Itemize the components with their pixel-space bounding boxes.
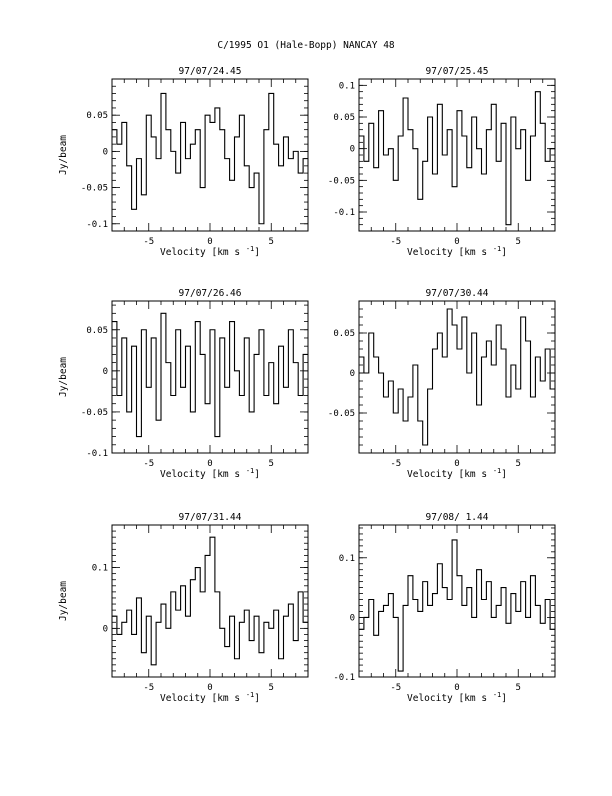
x-tick-label: 5 xyxy=(268,683,274,693)
panel-title: 97/08/ 1.44 xyxy=(425,512,489,523)
panel-4 xyxy=(328,288,555,480)
x-axis-label xyxy=(407,467,507,480)
x-axis-label-main: Velocity [km s xyxy=(407,247,493,258)
panel-title: 97/07/31.44 xyxy=(178,512,242,523)
x-tick-label: 0 xyxy=(454,683,460,693)
x-axis-label-sup: -1 xyxy=(245,245,255,253)
y-tick-label: 0.05 xyxy=(333,113,355,123)
x-axis-label-sup: -1 xyxy=(245,467,255,475)
x-axis-label-close: ] xyxy=(254,247,260,258)
x-axis-label-sup: -1 xyxy=(245,691,255,699)
panel-5 xyxy=(58,512,308,704)
panel-6 xyxy=(333,512,555,704)
spectrum-trace xyxy=(359,309,555,445)
x-tick-label: -5 xyxy=(143,459,155,469)
x-tick-label: 5 xyxy=(515,459,521,469)
x-axis-label-main: Velocity [km s xyxy=(160,247,246,258)
y-tick-label: -0.1 xyxy=(333,673,355,683)
x-tick-label: 5 xyxy=(268,459,274,469)
panel-3 xyxy=(58,288,308,480)
x-axis-label xyxy=(160,467,260,480)
x-tick-label: -5 xyxy=(390,459,402,469)
y-tick-label: 0 xyxy=(102,624,108,635)
x-tick-label: 5 xyxy=(515,683,521,693)
x-axis-label-sup: -1 xyxy=(492,467,502,475)
x-axis-label-close: ] xyxy=(501,247,507,258)
spectrum-trace xyxy=(112,93,308,223)
y-tick-label: 0 xyxy=(349,613,355,624)
panel-grid xyxy=(58,66,555,704)
y-axis-label: Jy/beam xyxy=(58,134,69,176)
y-tick-label: -0.1 xyxy=(86,449,108,459)
y-tick-label: 0.1 xyxy=(338,81,355,92)
y-tick-label: -0.05 xyxy=(327,176,355,187)
x-axis-label-main: Velocity [km s xyxy=(407,469,493,480)
spectrum-trace xyxy=(112,537,308,665)
x-axis-label-main: Velocity [km s xyxy=(407,693,493,704)
y-tick-label: -0.1 xyxy=(86,219,108,230)
x-axis-label-main: Velocity [km s xyxy=(160,693,246,704)
y-tick-label: -0.1 xyxy=(333,208,355,218)
x-axis-label-close: ] xyxy=(254,469,260,480)
x-tick-label: 0 xyxy=(207,237,213,247)
panel-title: 97/07/24.45 xyxy=(178,66,242,77)
x-tick-label: 5 xyxy=(515,237,521,247)
x-axis-label xyxy=(160,245,260,258)
y-tick-label: -0.05 xyxy=(80,407,108,418)
x-axis-label-main: Velocity [km s xyxy=(160,469,246,480)
panel-title: 97/07/30.44 xyxy=(425,288,489,299)
y-axis-label: Jy/beam xyxy=(58,580,69,622)
x-axis-label-sup: -1 xyxy=(492,245,502,253)
y-axis-label: Jy/beam xyxy=(58,356,69,398)
panel-2 xyxy=(328,66,555,258)
x-tick-label: 0 xyxy=(454,459,460,469)
spectrum-trace xyxy=(359,540,555,671)
y-tick-label: 0.1 xyxy=(91,563,108,574)
y-tick-label: 0.05 xyxy=(86,111,108,122)
x-tick-label: 0 xyxy=(454,237,460,247)
panel-title: 97/07/26.46 xyxy=(178,288,242,299)
spectrum-trace xyxy=(359,92,555,225)
x-tick-label: 0 xyxy=(207,683,213,693)
y-tick-label: 0 xyxy=(349,369,355,379)
x-axis-label-sup: -1 xyxy=(492,691,502,699)
y-tick-label: -0.05 xyxy=(327,409,355,419)
y-tick-label: 0.05 xyxy=(86,325,108,336)
x-tick-label: -5 xyxy=(143,237,155,247)
y-tick-label: 0 xyxy=(102,366,108,377)
y-tick-label: 0 xyxy=(102,147,108,158)
y-tick-label: -0.05 xyxy=(80,183,108,194)
x-axis-label xyxy=(160,691,260,704)
y-tick-label: 0 xyxy=(349,144,355,155)
x-axis-label-close: ] xyxy=(501,693,507,704)
x-tick-label: -5 xyxy=(143,683,155,693)
spectrum-trace xyxy=(112,313,308,436)
x-tick-label: -5 xyxy=(390,683,402,693)
x-tick-label: -5 xyxy=(390,237,402,247)
x-axis-label xyxy=(407,245,507,258)
y-tick-label: 0.05 xyxy=(333,329,355,339)
x-tick-label: 0 xyxy=(207,459,213,469)
y-tick-label: 0.1 xyxy=(338,553,355,564)
x-axis-label-close: ] xyxy=(254,693,260,704)
panel-1 xyxy=(58,66,308,258)
panel-title: 97/07/25.45 xyxy=(425,66,489,77)
x-axis-label-close: ] xyxy=(501,469,507,480)
figure-title: C/1995 O1 (Hale-Bopp) NANCAY 48 xyxy=(217,40,395,51)
x-tick-label: 5 xyxy=(268,237,274,247)
x-axis-label xyxy=(407,691,507,704)
